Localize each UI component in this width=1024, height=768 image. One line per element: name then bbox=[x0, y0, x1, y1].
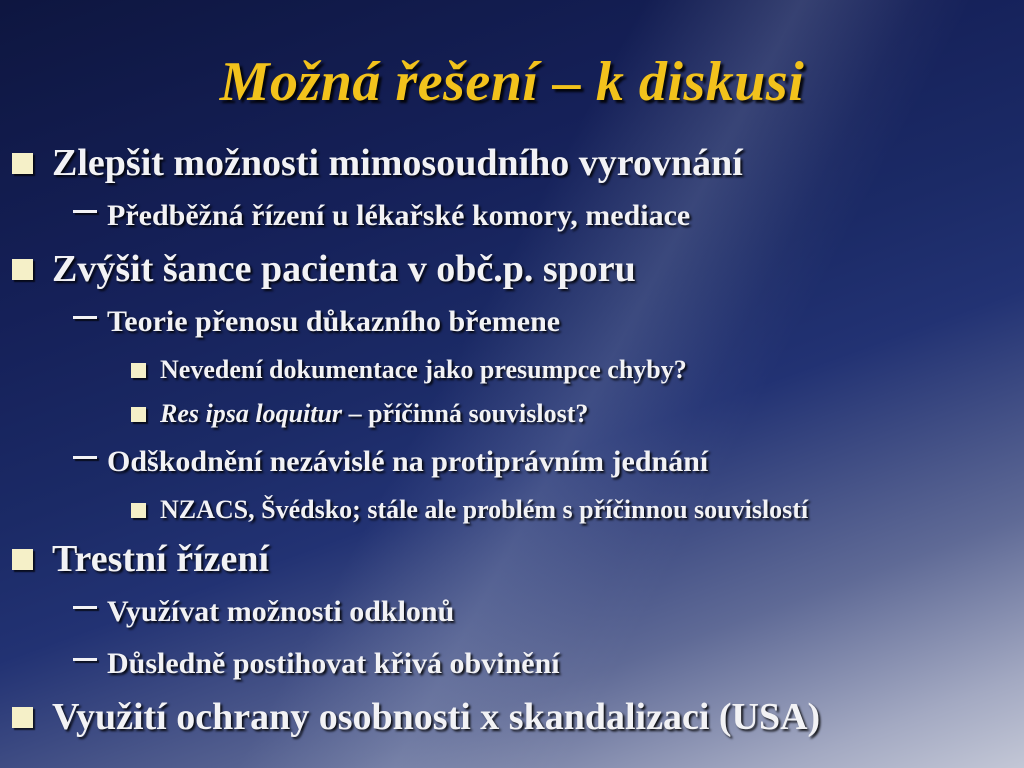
sub-item-predbezna-rizeni bbox=[0, 190, 1024, 242]
bullet-item-sance-pacienta bbox=[0, 242, 1024, 296]
bullet-item-mimosoudni bbox=[0, 136, 1024, 190]
small-square-bullet-icon bbox=[131, 503, 146, 518]
square-bullet-icon bbox=[12, 707, 33, 728]
bullet-text: Teorie přenosu důkazního břemene bbox=[107, 305, 561, 338]
bullet-text: Trestní řízení bbox=[52, 538, 270, 580]
sub-item-odklony bbox=[0, 586, 1024, 638]
sub-sub-item-nevedeni-dokumentace bbox=[0, 348, 1024, 392]
bullet-text: Odškodnění nezávislé na protiprávním jednání bbox=[107, 445, 709, 478]
sub-sub-item-res-ipsa bbox=[0, 392, 1024, 436]
dash-bullet-icon bbox=[73, 658, 97, 661]
dash-bullet-icon bbox=[73, 210, 97, 213]
bullet-item-trestni-rizeni bbox=[0, 532, 1024, 586]
sub-item-odskodneni bbox=[0, 436, 1024, 488]
bullet-text: Využívat možnosti odklonů bbox=[107, 595, 455, 628]
small-square-bullet-icon bbox=[131, 363, 146, 378]
bullet-text: Nevedení dokumentace jako presumpce chyby? bbox=[160, 355, 687, 384]
bullet-text: Zlepšit možnosti mimosoudního vyrovnání bbox=[52, 142, 743, 184]
dash-bullet-icon bbox=[73, 606, 97, 609]
bullet-text: – příčinná souvislost? bbox=[342, 399, 589, 428]
bullet-text: Využití ochrany osobnosti x skandalizaci (USA) bbox=[52, 696, 821, 738]
square-bullet-icon bbox=[12, 549, 33, 570]
dash-bullet-icon bbox=[73, 316, 97, 319]
latin-phrase: Res ipsa loquitur bbox=[160, 399, 343, 428]
sub-item-teorie-prenosu bbox=[0, 296, 1024, 348]
small-square-bullet-icon bbox=[131, 407, 146, 422]
bullet-text: Důsledně postihovat křivá obvinění bbox=[107, 647, 560, 680]
sub-sub-item-nzacs bbox=[0, 488, 1024, 532]
bullet-text: Zvýšit šance pacienta v obč.p. sporu bbox=[52, 248, 636, 290]
sub-item-kriva-obvineni bbox=[0, 638, 1024, 690]
bullet-item-ochrana-osobnosti bbox=[0, 690, 1024, 744]
square-bullet-icon bbox=[12, 153, 33, 174]
bullet-text: NZACS, Švédsko; stále ale problém s příčinnou souvislostí bbox=[160, 495, 809, 524]
bullet-list bbox=[0, 136, 1024, 744]
bullet-text: Předběžná řízení u lékařské komory, mediace bbox=[107, 199, 691, 232]
slide-title: Možná řešení – k diskusi bbox=[219, 51, 805, 113]
dash-bullet-icon bbox=[73, 456, 97, 459]
square-bullet-icon bbox=[12, 259, 33, 280]
